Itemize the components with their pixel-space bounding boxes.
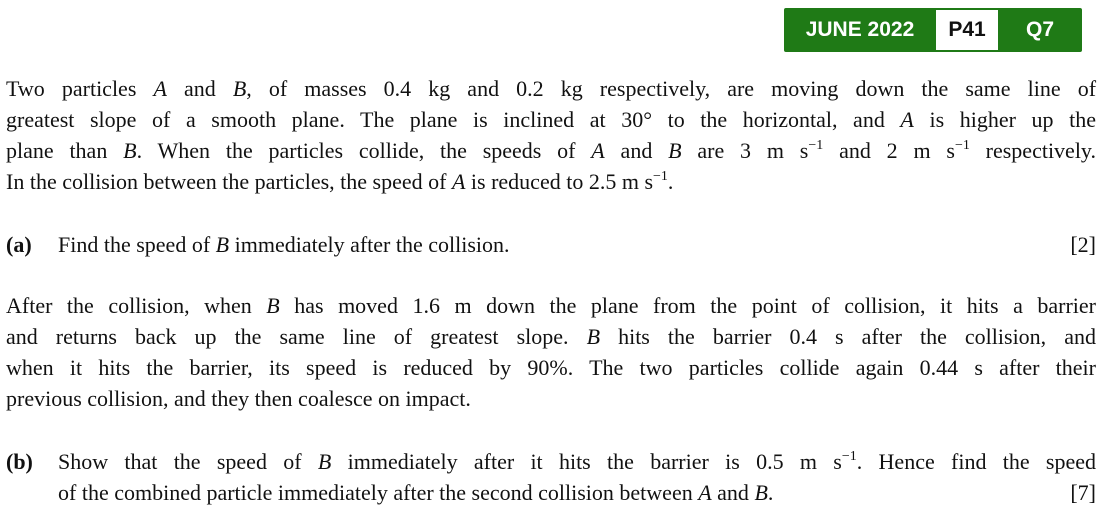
part-b-label: (b) bbox=[6, 449, 33, 474]
middle-paragraph bbox=[6, 290, 1096, 414]
part-b-line: Show that the speed of B immediately after it hits the barrier is 0.5 m $s^{-1}$. Hence find the speed bbox=[58, 449, 1096, 474]
intro-paragraph bbox=[6, 73, 1096, 197]
part-a-label: (a) bbox=[6, 232, 32, 257]
middle-line: and returns back up the same line of greatest slope. B hits the barrier 0.4 s after the collision, and bbox=[6, 324, 1096, 349]
intro-line: greatest slope of a smooth plane. The plane is inclined at 30° to the horizontal, and A is higher up the bbox=[6, 107, 1096, 132]
middle-line: After the collision, when B has moved 1.6 m down the plane from the point of collision, it hits a barrier bbox=[6, 293, 1096, 318]
question-badge bbox=[784, 8, 1082, 52]
middle-line: when it hits the barrier, its speed is reduced by 90%. The two particles collide again 0.44 s after their bbox=[6, 355, 1096, 380]
middle-line: previous collision, and they then coalesce on impact. bbox=[6, 386, 471, 411]
part-b-text bbox=[58, 446, 1096, 508]
badge-date: JUNE 2022 bbox=[805, 18, 915, 41]
badge-question: Q7 bbox=[1025, 18, 1054, 41]
intro-line: Two particles A and B, of masses 0.4 kg and 0.2 kg respectively, are moving down the same line of bbox=[6, 76, 1097, 101]
intro-line: plane than B. When the particles collide, the speeds of A and B are 3 m $s^{-1}$ and 2 m $s^{-1}$ respectively. bbox=[6, 138, 1097, 163]
part-b-marks: [7] bbox=[1070, 480, 1096, 505]
part-b-line: of the combined particle immediately after the second collision between A and B. bbox=[58, 480, 774, 505]
intro-line: In the collision between the particles, the speed of A is reduced to 2.5 m $s^{-1}$. bbox=[6, 169, 674, 194]
part-a-marks: [2] bbox=[1070, 232, 1096, 257]
badge-paper: P41 bbox=[936, 8, 998, 52]
part-a-text: Find the speed of B immediately after the collision. bbox=[58, 232, 510, 257]
